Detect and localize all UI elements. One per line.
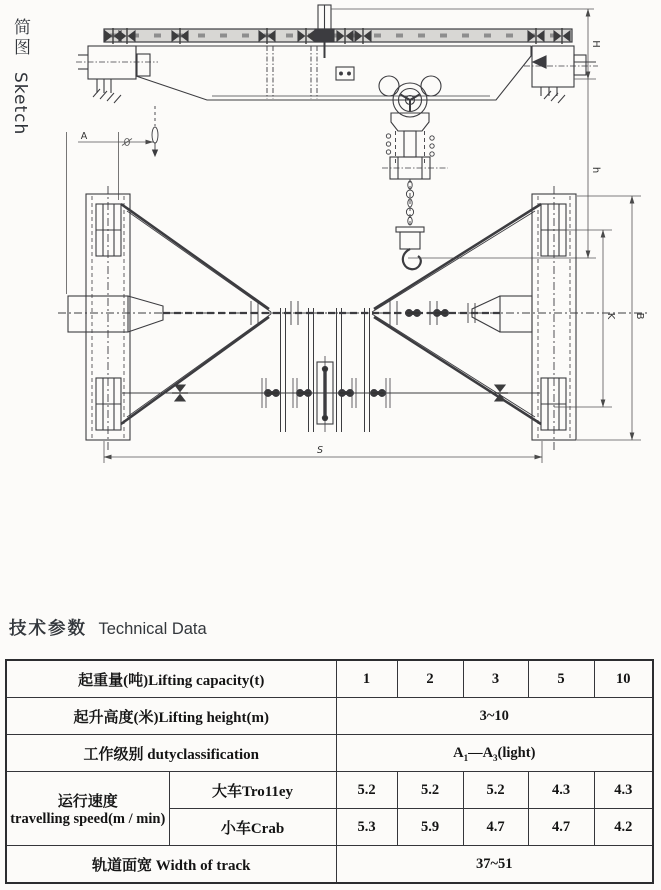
left-end-carriage bbox=[86, 186, 130, 450]
hoist-trolley-plan bbox=[122, 308, 540, 432]
trolley-label: 大车Tro11ey bbox=[169, 772, 336, 809]
hoist-side-wheel bbox=[379, 76, 399, 96]
capacity-value: 10 bbox=[594, 660, 653, 698]
track-label: 轨道面宽 Width of track bbox=[6, 846, 336, 884]
crab-value: 4.7 bbox=[463, 809, 528, 846]
trolley-value: 5.2 bbox=[397, 772, 463, 809]
dim-label-S: S bbox=[316, 445, 324, 456]
sketch-label-en: Sketch bbox=[10, 72, 30, 136]
load-chain bbox=[406, 179, 413, 227]
technical-data-table bbox=[5, 659, 654, 884]
dimension-K-B bbox=[554, 196, 645, 440]
heading-en: Technical Data bbox=[98, 620, 207, 638]
table-row-duty bbox=[6, 735, 653, 772]
trolley-value: 4.3 bbox=[594, 772, 653, 809]
crab-value: 4.2 bbox=[594, 809, 653, 846]
height-value: 3~10 bbox=[336, 698, 653, 735]
ground-hatch bbox=[544, 91, 565, 103]
wheel-group bbox=[96, 378, 121, 430]
technical-data-heading bbox=[9, 615, 207, 640]
dimension-S bbox=[104, 441, 542, 463]
capacity-value: 1 bbox=[336, 660, 397, 698]
crab-value: 5.9 bbox=[397, 809, 463, 846]
capacity-value: 5 bbox=[528, 660, 594, 698]
speed-label bbox=[6, 772, 169, 846]
hoist-side-wheel bbox=[421, 76, 441, 96]
wheel-group bbox=[541, 378, 566, 430]
phantom-hook-chain bbox=[152, 106, 158, 156]
table-row-lifting-height bbox=[6, 698, 653, 735]
hand-chain bbox=[386, 131, 434, 165]
speed-label-cn: 运行速度 bbox=[57, 793, 118, 810]
trolley-value: 4.3 bbox=[528, 772, 594, 809]
girder-plan bbox=[68, 296, 532, 332]
dim-label-h: h bbox=[590, 166, 601, 174]
height-label: 起升高度(米)Lifting height(m) bbox=[6, 698, 336, 735]
plan-view bbox=[58, 186, 648, 450]
right-end-trolley bbox=[524, 46, 598, 103]
wheel-group bbox=[96, 204, 121, 256]
left-end-trolley bbox=[76, 46, 158, 103]
dim-label-A: A bbox=[80, 131, 88, 142]
heading-cn: 技术参数 bbox=[9, 619, 87, 639]
track-value: 37~51 bbox=[336, 846, 653, 884]
dim-label-K: K bbox=[605, 312, 616, 320]
hook-block bbox=[382, 157, 448, 179]
crab-value: 4.7 bbox=[528, 809, 594, 846]
duty-value: $A_1—A_3(light)$ bbox=[336, 735, 653, 772]
table-row-track-width bbox=[6, 846, 653, 884]
dimension-A bbox=[67, 131, 154, 294]
capacity-value: 2 bbox=[397, 660, 463, 698]
hook bbox=[403, 249, 421, 269]
table-row-capacity bbox=[6, 660, 653, 698]
table-row-speed-trolley bbox=[6, 772, 653, 809]
chain-hoist bbox=[379, 76, 448, 269]
bridge-girder bbox=[136, 46, 531, 100]
elevation-view bbox=[76, 5, 598, 269]
dim-label-H: H bbox=[590, 40, 601, 48]
capacity-value: 3 bbox=[463, 660, 528, 698]
crab-label: 小车Crab bbox=[169, 809, 336, 846]
duty-label: 工作级别 dutyclassification bbox=[6, 735, 336, 772]
sketch-label-cn: 简图 bbox=[10, 18, 30, 58]
speed-label-en: travelling speed(m / min) bbox=[10, 810, 166, 827]
trolley-value: 5.2 bbox=[336, 772, 397, 809]
trolley-value: 5.2 bbox=[463, 772, 528, 809]
suspension-mast bbox=[315, 5, 334, 58]
crab-value: 5.3 bbox=[336, 809, 397, 846]
right-end-carriage bbox=[532, 186, 576, 450]
dim-label-B: B bbox=[634, 312, 645, 320]
capacity-label: 起重量(吨)Lifting capacity(t) bbox=[6, 660, 336, 698]
